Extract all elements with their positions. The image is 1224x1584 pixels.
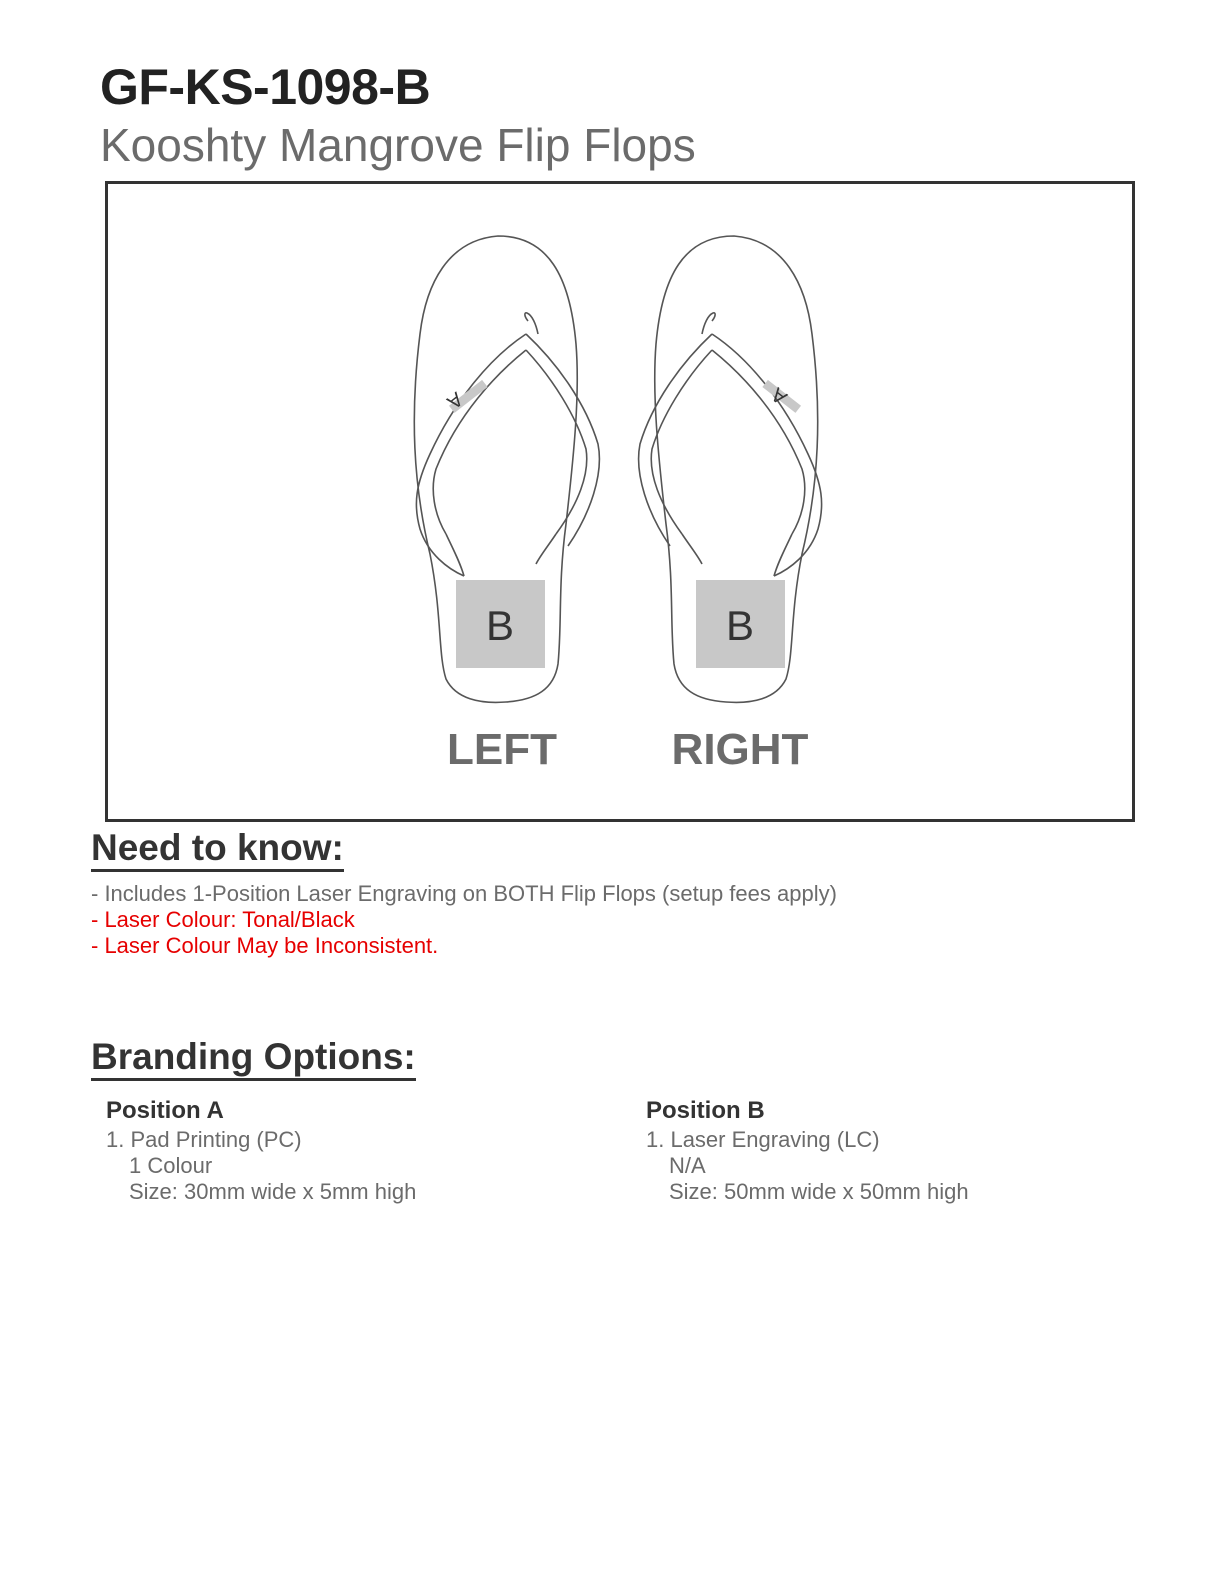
left-position-a-label: A: [442, 387, 467, 413]
right-strap-outer: [639, 334, 822, 576]
note-laser-engraving: - Includes 1-Position Laser Engraving on BOTH Flip Flops (setup fees apply): [91, 881, 837, 906]
position-a-title: Position A: [106, 1097, 224, 1124]
product-code: GF-KS-1098-B: [100, 59, 431, 115]
right-position-a-label: A: [767, 382, 792, 409]
artwork-frame: [105, 181, 1135, 822]
right-strap-ends: [682, 534, 792, 576]
position-b-colours: N/A: [669, 1153, 706, 1178]
position-a-colours: 1 Colour: [129, 1153, 213, 1178]
product-name: Kooshty Mangrove Flip Flops: [100, 119, 696, 171]
left-strap-outer: [416, 334, 599, 576]
position-b-method: 1. Laser Engraving (LC): [646, 1127, 880, 1152]
left-strap-ends: [446, 534, 556, 576]
right-toe-post: [702, 313, 715, 334]
position-b-title: Position B: [646, 1097, 765, 1124]
branding-options-heading: Branding Options:: [91, 1036, 416, 1081]
need-to-know-heading: Need to know:: [91, 827, 344, 872]
position-a-details: [106, 1097, 416, 1205]
left-toe-post: [525, 313, 538, 334]
position-a-method: 1. Pad Printing (PC): [106, 1127, 302, 1152]
position-b-details: [646, 1097, 969, 1205]
left-position-b-label: B: [485, 602, 515, 649]
position-a-size: Size: 30mm wide x 5mm high: [129, 1179, 417, 1204]
flip-flops-illustration: [108, 184, 1132, 819]
note-laser-colour: - Laser Colour: Tonal/Black: [91, 907, 355, 932]
need-to-know-notes: [91, 881, 837, 959]
note-laser-inconsistent: - Laser Colour May be Inconsistent.: [91, 933, 439, 958]
position-b-size: Size: 50mm wide x 50mm high: [669, 1179, 969, 1204]
left-position-a: [442, 380, 487, 413]
right-position-b-label: B: [725, 602, 755, 649]
left-label: LEFT: [447, 725, 557, 774]
right-label: RIGHT: [671, 725, 809, 774]
